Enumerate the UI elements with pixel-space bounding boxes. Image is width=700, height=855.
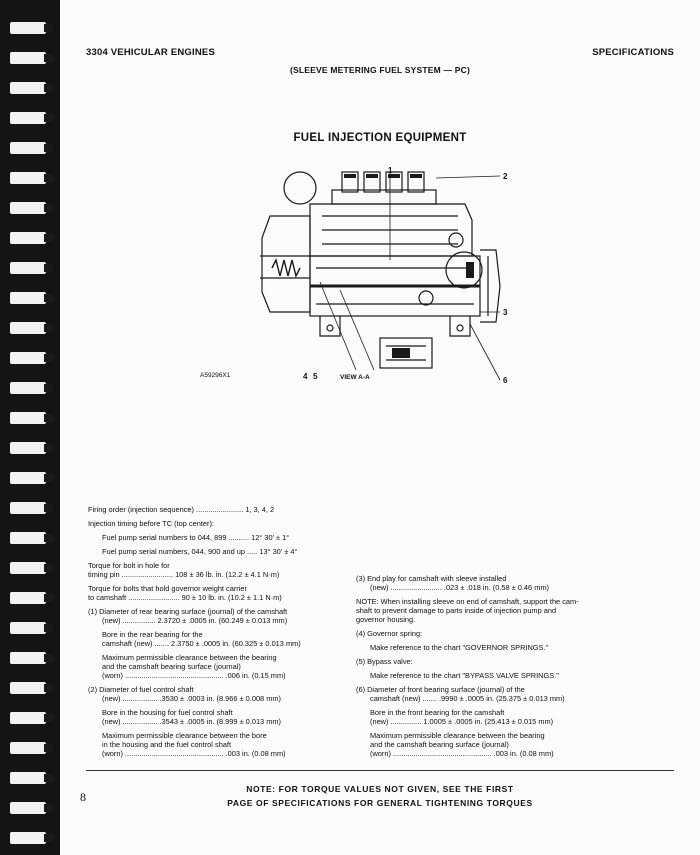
left-line: (new) ................. .3530 ± .0003 in. (8.966 ± 0.008 mm) xyxy=(102,694,281,703)
binding-ring xyxy=(10,682,46,694)
left-line: Maximum permissible clearance between the bearing xyxy=(102,653,277,662)
left-line: Firing order (injection sequence) ....................... 1, 3, 4, 2 xyxy=(88,505,275,514)
callout-3: 3 xyxy=(503,308,508,317)
footer-note-line-2: PAGE OF SPECIFICATIONS FOR GENERAL TIGHTENING TORQUES xyxy=(227,798,533,808)
binding-ring xyxy=(10,412,46,424)
right-line: Make reference to the chart "BYPASS VALVE SPRINGS." xyxy=(370,671,559,680)
left-line: Torque for bolt in hole for xyxy=(88,561,170,570)
header-subtitle: (SLEEVE METERING FUEL SYSTEM — PC) xyxy=(290,65,470,75)
callout-1: 1 xyxy=(388,166,393,175)
right-line: Maximum permissible clearance between the bearing xyxy=(370,731,545,740)
callout-6: 6 xyxy=(503,376,508,385)
header-right: SPECIFICATIONS xyxy=(592,47,674,58)
view-label: VIEW A-A xyxy=(340,374,370,381)
footer-note-line-1: NOTE: FOR TORQUE VALUES NOT GIVEN, SEE THE FIRST xyxy=(246,784,514,794)
binding-ring xyxy=(10,652,46,664)
left-line: timing pin ......................... 108 ± 36 lb. in. (12.2 ± 4.1 N·m) xyxy=(88,570,280,579)
left-line: Injection timing before TC (top center): xyxy=(88,519,214,528)
binding-ring xyxy=(10,382,46,394)
binding-ring xyxy=(10,562,46,574)
binding-ring xyxy=(10,262,46,274)
left-line: (new) ................. .3543 ± .0005 in. (8.999 ± 0.013 mm) xyxy=(102,717,281,726)
left-line: in the housing and the fuel control shaft xyxy=(102,740,232,749)
binding-ring xyxy=(10,442,46,454)
right-line: (5) Bypass valve: xyxy=(356,657,413,666)
right-line: (new) ......................... .023 ± .018 in. (0.58 ± 0.46 mm) xyxy=(370,583,549,592)
binding-ring xyxy=(10,772,46,784)
binding-ring xyxy=(10,202,46,214)
manual-page xyxy=(60,0,700,855)
left-line: to camshaft ......................... 90 ± 10 lb. in. (10.2 ± 1.1 N·m) xyxy=(88,593,282,602)
callout-2: 2 xyxy=(503,172,508,181)
binding-ring xyxy=(10,22,46,34)
right-line: (worn) ................................................ .003 in. (0.08 mm) xyxy=(370,749,554,758)
right-line: (4) Governor spring: xyxy=(356,629,423,638)
binding-ring xyxy=(10,532,46,544)
left-line: Torque for bolts that hold governor weight carrier xyxy=(88,584,247,593)
callout-5: 5 xyxy=(313,372,318,381)
binding-ring xyxy=(10,832,46,844)
binding-ring xyxy=(10,52,46,64)
left-line: (worn) ................................................ .006 in. (0.15 mm) xyxy=(102,671,286,680)
binding-ring xyxy=(10,172,46,184)
binding-ring xyxy=(10,742,46,754)
left-line: Bore in the housing for fuel control shaft xyxy=(102,708,233,717)
binding-ring xyxy=(10,502,46,514)
left-line: (2) Diameter of fuel control shaft xyxy=(88,685,194,694)
fuel-pump-diagram xyxy=(200,160,510,390)
binding-ring xyxy=(10,292,46,304)
binding-ring xyxy=(10,352,46,364)
binding-ring xyxy=(10,82,46,94)
left-line: camshaft (new) ....... 2.3750 ± .0005 in. (60.325 ± 0.013 mm) xyxy=(102,639,301,648)
binding-ring xyxy=(10,622,46,634)
footer-rule xyxy=(86,770,674,771)
spiral-binding xyxy=(0,0,62,855)
binding-ring xyxy=(10,232,46,244)
right-line: and the camshaft bearing surface (journal) xyxy=(370,740,509,749)
right-line: Make reference to the chart "GOVERNOR SPRINGS." xyxy=(370,643,549,652)
left-line: and the camshaft bearing surface (journal) xyxy=(102,662,241,671)
left-line: (new) ................ 2.3720 ± .0005 in. (60.249 ± 0.013 mm) xyxy=(102,616,288,625)
left-line: (1) Diameter of rear bearing surface (journal) of the camshaft xyxy=(88,607,288,616)
right-line: NOTE: When installing sleeve on end of camshaft, support the cam- xyxy=(356,597,579,606)
right-line: shaft to prevent damage to parts inside of injection pump and xyxy=(356,606,557,615)
right-line: (3) End play for camshaft with sleeve installed xyxy=(356,574,507,583)
left-line: Fuel pump serial numbers to 044, 899 .......... 12° 30' ± 1° xyxy=(102,533,290,542)
binding-ring xyxy=(10,112,46,124)
binding-ring xyxy=(10,712,46,724)
left-line: Bore in the rear bearing for the xyxy=(102,630,203,639)
left-line: (worn) ................................................ .003 in. (0.08 mm) xyxy=(102,749,286,758)
left-line: Maximum permissible clearance between the bore xyxy=(102,731,267,740)
header-left: 3304 VEHICULAR ENGINES xyxy=(86,47,215,58)
binding-ring xyxy=(10,322,46,334)
binding-ring xyxy=(10,142,46,154)
left-line: Fuel pump serial numbers, 044, 900 and up ..... 13° 30' ± 4° xyxy=(102,547,298,556)
right-line: camshaft (new) ....... .9990 ± .0005 in. (25.375 ± 0.013 mm) xyxy=(370,694,565,703)
binding-ring xyxy=(10,802,46,814)
right-line: (new) ............... 1.0005 ± .0005 in. (25.413 ± 0.015 mm) xyxy=(370,717,554,726)
page-number: 8 xyxy=(80,790,86,804)
right-line: governor housing. xyxy=(356,615,416,624)
section-title: FUEL INJECTION EQUIPMENT xyxy=(293,132,467,144)
binding-ring xyxy=(10,472,46,484)
right-line: Bore in the front bearing for the camshaft xyxy=(370,708,505,717)
figure-ref-code: A59296X1 xyxy=(200,372,231,379)
binding-ring xyxy=(10,592,46,604)
callout-4: 4 xyxy=(303,372,308,381)
right-line: (6) Diameter of front bearing surface (journal) of the xyxy=(356,685,525,694)
